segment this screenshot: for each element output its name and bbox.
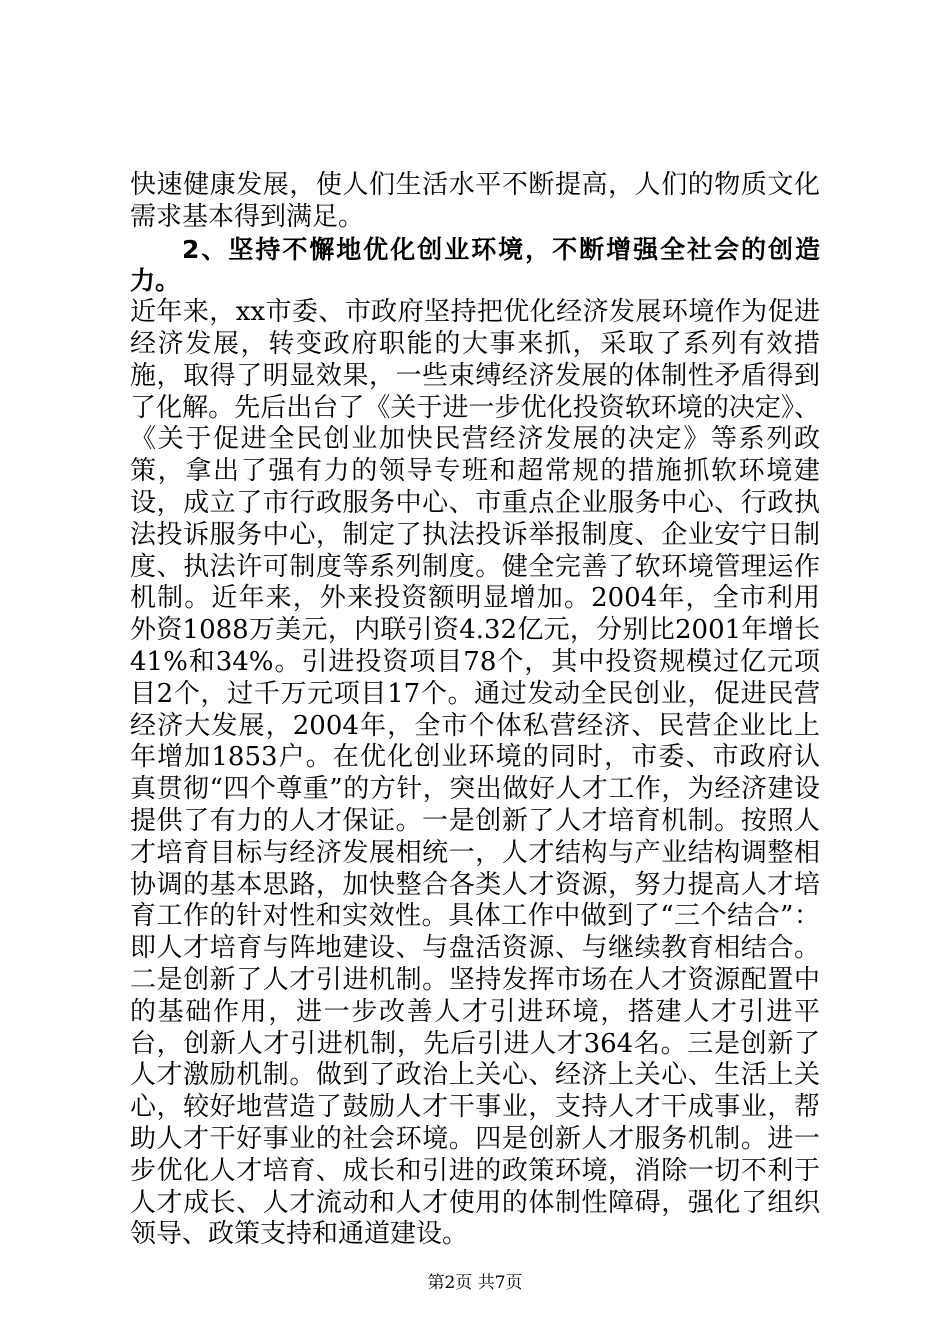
page-number-footer: 第2页 共7页 <box>427 1273 523 1293</box>
paragraph-body: 近年来，xx市委、市政府坚持把优化经济发展环境作为促进经济发展，转变政府职能的大事来抓，采取了系列有效措施，取得了明显效果，一些束缚经济发展的体制性矛盾得到了化解。先后出台了《关于进一步优化投资软环境的决定》、《关于促进全民创业加快民营经济发展的决定》等系列政策，拿出了强有力的领导专班和超常规的措施抓软环境建设，成立了市行政服务中心、市重点企业服务中心、行政执法投诉服务中心，制定了执法投诉举报制度、企业安宁日制度、执法许可制度等系列制度。健全完善了软环境管理运作机制。近年来，外来投资额明显增加。2004年，全市利用外资1088万美元，内联引资4.32亿元，分别比2001年增长41%和34%。引进投资项目78个，其中投资规模过亿元项目2个，过千万元项目17个。通过发动全民创业，促进民营经济大发展，2004年，全市个体私营经济、民营企业比上年增加1853户。在优化创业环境的同时，市委、市政府认真贯彻“四个尊重”的方针，突出做好人才工作，为经济建设提供了有力的人才保证。一是创新了人才培育机制。按照人才培育目标与经济发展相统一，人才结构与产业结构调整相协调的基本思路，加快整合各类人才资源，努力提高人才培育工作的针对性和实效性。具体工作中做到了“三个结合”：即人才培育与阵地建设、与盘活资源、与继续教育相结合。二是创新了人才引进机制。坚持发挥市场在人才资源配置中的基础作用，进一步改善人才引进环境，搭建人才引进平台，创新人才引进机制，先后引进人才364名。三是创新了人才激励机制。做到了政治上关心、经济上关心、生活上关心，较好地营造了鼓励人才干事业，支持人才干成事业，帮助人才干好事业的社会环境。四是创新人才服务机制。进一步优化人才培育、成长和引进的政策环境，消除一切不利于人才成长、人才流动和人才使用的体制性障碍，强化了组织领导、政策支持和通道建设。 <box>130 297 820 1250</box>
document-body <box>130 170 820 1251</box>
paragraph-continuation: 快速健康发展，使人们生活水平不断提高，人们的物质文化需求基本得到满足。 <box>130 170 820 232</box>
section-heading: 2、坚持不懈地优化创业环境，不断增强全社会的创造力。 <box>130 234 820 296</box>
